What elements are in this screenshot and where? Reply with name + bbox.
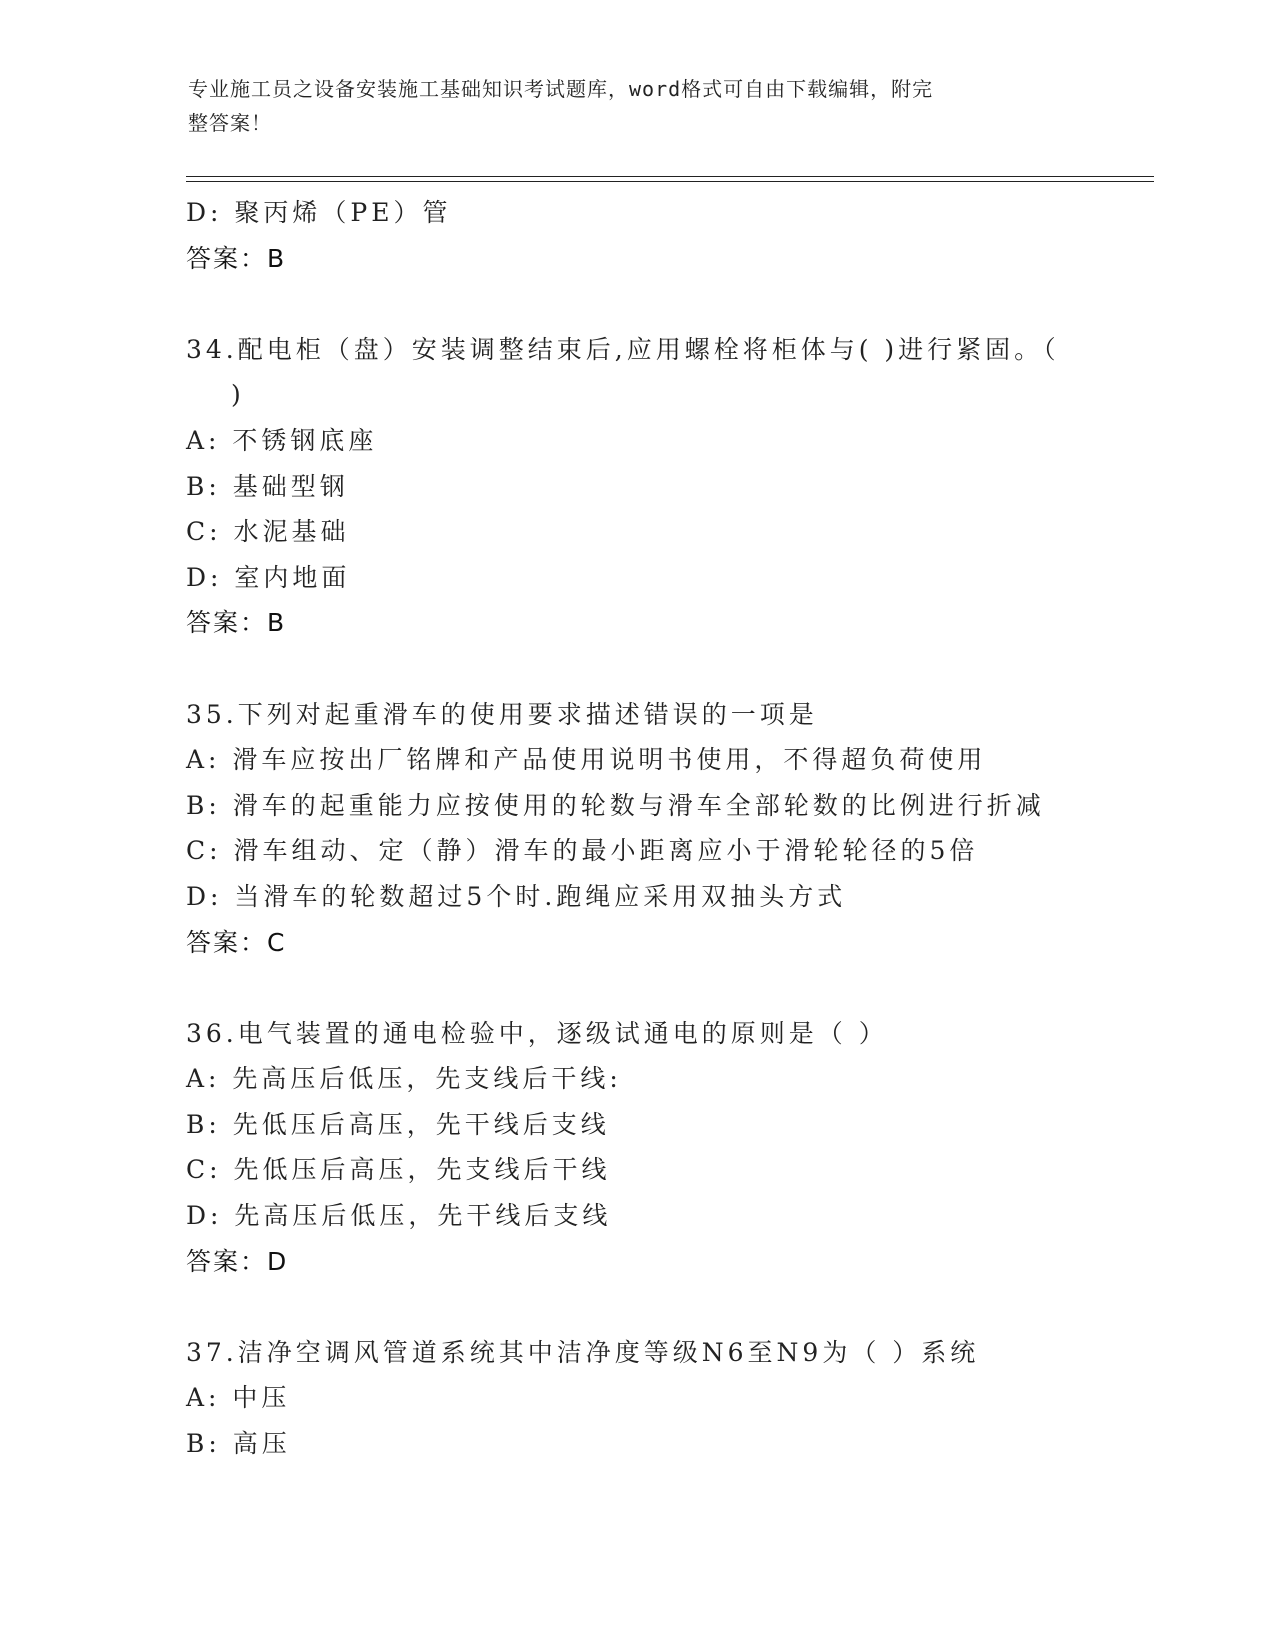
- question-35: [186, 692, 1086, 966]
- answer-label: 答案：B: [186, 608, 287, 638]
- option-c: C: 滑车组动、定（静）滑车的最小距离应小于滑轮轮径的5倍: [186, 836, 979, 866]
- question-stem-continued: ): [231, 380, 245, 410]
- option-a: A: 滑车应按出厂铭牌和产品使用说明书使用，不得超负荷使用: [186, 745, 987, 775]
- header-line-1: 专业施工员之设备安装施工基础知识考试题库，word格式可自由下载编辑，附完: [188, 77, 934, 101]
- question-37: [186, 1330, 1086, 1467]
- document-header: [188, 72, 1088, 140]
- option-b: B: 高压: [186, 1429, 291, 1459]
- spacer: [186, 1284, 1086, 1330]
- question-36: [186, 1011, 1086, 1285]
- option-d: D: 先高压后低压，先干线后支线: [186, 1201, 612, 1231]
- spacer: [186, 281, 1086, 327]
- answer-label: 答案：D: [186, 1246, 289, 1276]
- question-stem: 34.配电柜（盘）安装调整结束后,应用螺栓将柜体与( )进行紧固。（: [186, 334, 1060, 364]
- option-b: B: 滑车的起重能力应按使用的轮数与滑车全部轮数的比例进行折减: [186, 790, 1045, 820]
- header-divider-bottom: [186, 181, 1154, 182]
- option-b: B: 先低压后高压，先干线后支线: [186, 1109, 610, 1139]
- answer-label: 答案：C: [186, 927, 287, 957]
- spacer: [186, 646, 1086, 692]
- option-a: A: 先高压后低压，先支线后干线:: [186, 1064, 622, 1094]
- answer-label: 答案：B: [186, 243, 287, 273]
- option-a: A: 不锈钢底座: [186, 425, 378, 455]
- question-list: [186, 190, 1086, 1467]
- spacer: [186, 965, 1086, 1011]
- option-c: C: 先低压后高压，先支线后干线: [186, 1155, 611, 1185]
- option-b: B: 基础型钢: [186, 471, 349, 501]
- question-33-tail: [186, 190, 1086, 281]
- question-stem: 35.下列对起重滑车的使用要求描述错误的一项是: [186, 699, 818, 729]
- header-line-2: 整答案！: [188, 111, 272, 135]
- question-34: [186, 327, 1086, 646]
- option-d: D: 室内地面: [186, 562, 351, 592]
- option-c: C: 水泥基础: [186, 517, 350, 547]
- option-a: A: 中压: [186, 1383, 291, 1413]
- question-stem: 36.电气装置的通电检验中，逐级试通电的原则是（ ）: [186, 1018, 888, 1048]
- option-d: D: 聚丙烯（PE）管: [186, 198, 452, 227]
- header-divider-top: [186, 176, 1154, 177]
- question-stem: 37.洁净空调风管道系统其中洁净度等级N6至N9为（ ）系统: [186, 1337, 980, 1367]
- option-d: D: 当滑车的轮数超过5个时.跑绳应采用双抽头方式: [186, 881, 847, 911]
